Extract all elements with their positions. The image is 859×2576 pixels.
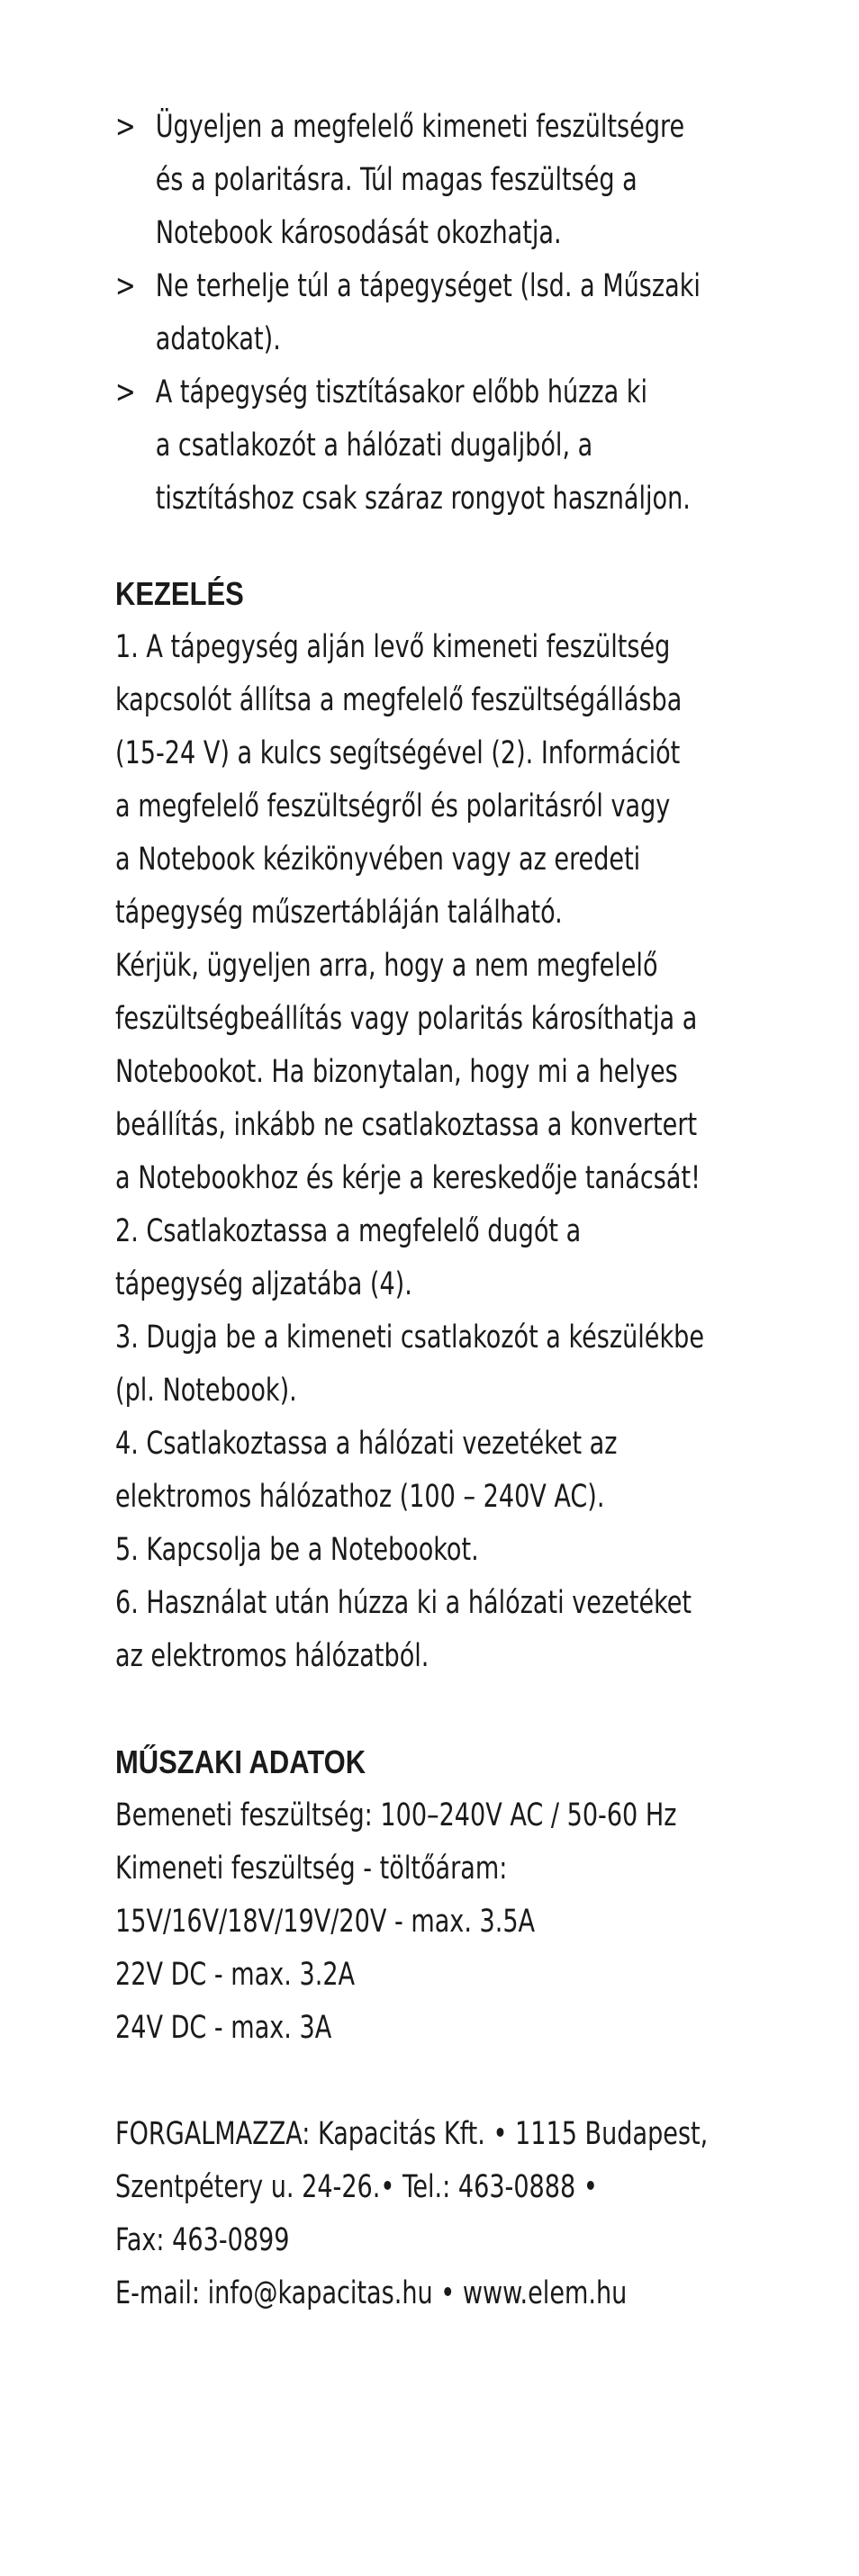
kezeles-body [115, 621, 762, 1683]
warning-line: adatokat). [155, 321, 281, 357]
bullet-marker: > [115, 268, 136, 304]
kezeles-line: 4. Csatlakoztassa a hálózati vezetéket az [115, 1426, 618, 1462]
kezeles-line: a megfelelő feszültségről és polaritásról vagy [115, 788, 671, 824]
warning-item [115, 260, 802, 366]
warning-line: és a polaritásra. Túl magas feszültség a [155, 162, 637, 198]
warning-item [115, 366, 802, 526]
kezeles-line: 1. A tápegység alján levő kimeneti feszültség [115, 629, 671, 665]
kezeles-line: 3. Dugja be a kimeneti csatlakozót a készülékbe [115, 1320, 705, 1356]
kezeles-line: a Notebookhoz és kérje a kereskedője tanácsát! [115, 1160, 701, 1196]
spec-line: 15V/16V/18V/19V/20V - max. 3.5A [115, 1904, 536, 1940]
spec-line: 22V DC - max. 3.2A [115, 1957, 356, 1993]
kezeles-line: a Notebook kézikönyvében vagy az eredeti [115, 842, 641, 878]
warning-line: Ne terhelje túl a tápegységet (lsd. a Műszaki [155, 268, 701, 304]
kezeles-line: tápegység aljzatába (4). [115, 1266, 412, 1302]
kezeles-line: Kérjük, ügyeljen arra, hogy a nem megfelelő [115, 948, 658, 984]
bullet-marker: > [115, 374, 136, 410]
warning-line: A tápegység tisztításakor előbb húzza ki [155, 374, 647, 410]
kezeles-heading: KEZELÉS [115, 575, 244, 612]
kezeles-line: kapcsolót állítsa a megfelelő feszültségállásba [115, 682, 683, 718]
bullet-marker: > [115, 109, 136, 145]
kezeles-line: beállítás, inkább ne csatlakoztassa a konvertert [115, 1107, 698, 1143]
kezeles-line: az elektromos hálózatból. [115, 1638, 430, 1674]
warning-item [115, 101, 802, 260]
warning-line: a csatlakozót a hálózati dugaljból, a [155, 428, 593, 464]
warning-line: tisztításhoz csak száraz rongyot használjon. [155, 481, 691, 517]
kezeles-line: (15-24 V) a kulcs segítségével (2). Információt [115, 735, 681, 771]
spec-line: 24V DC - max. 3A [115, 2010, 332, 2046]
distributor-contact [115, 2108, 762, 2320]
kezeles-line: 5. Kapcsolja be a Notebookot. [115, 1532, 479, 1568]
kezeles-line: 2. Csatlakoztassa a megfelelő dugót a [115, 1213, 582, 1249]
document-page [115, 101, 764, 2320]
kezeles-line: Notebookot. Ha bizonytalan, hogy mi a helyes [115, 1054, 678, 1090]
kezeles-line: feszültségbeállítás vagy polaritás károsíthatja a [115, 1001, 698, 1037]
muszaki-body [115, 1789, 762, 2055]
warning-line: Notebook károsodását okozhatja. [155, 215, 562, 251]
contact-line: FORGALMAZZA: Kapacitás Kft. • 1115 Budapest, [115, 2116, 709, 2152]
muszaki-heading: MŰSZAKI ADATOK [115, 1743, 366, 1780]
spec-line: Bemeneti feszültség: 100–240V AC / 50-60 Hz [115, 1797, 677, 1833]
kezeles-line: 6. Használat után húzza ki a hálózati vezetéket [115, 1585, 692, 1621]
kezeles-line: (pl. Notebook). [115, 1373, 297, 1409]
spec-line: Kimeneti feszültség - töltőáram: [115, 1851, 508, 1887]
contact-line: Szentpétery u. 24-26.• Tel.: 463-0888 • [115, 2169, 598, 2205]
contact-line: Fax: 463-0899 [115, 2222, 290, 2258]
warnings-list [115, 101, 764, 526]
kezeles-line: elektromos hálózathoz (100 – 240V AC). [115, 1479, 605, 1515]
contact-line: E-mail: info@kapacitas.hu • www.elem.hu [115, 2275, 628, 2311]
kezeles-line: tápegység műszertábláján található. [115, 895, 563, 931]
warning-line: Ügyeljen a megfelelő kimeneti feszültségre [155, 109, 685, 145]
